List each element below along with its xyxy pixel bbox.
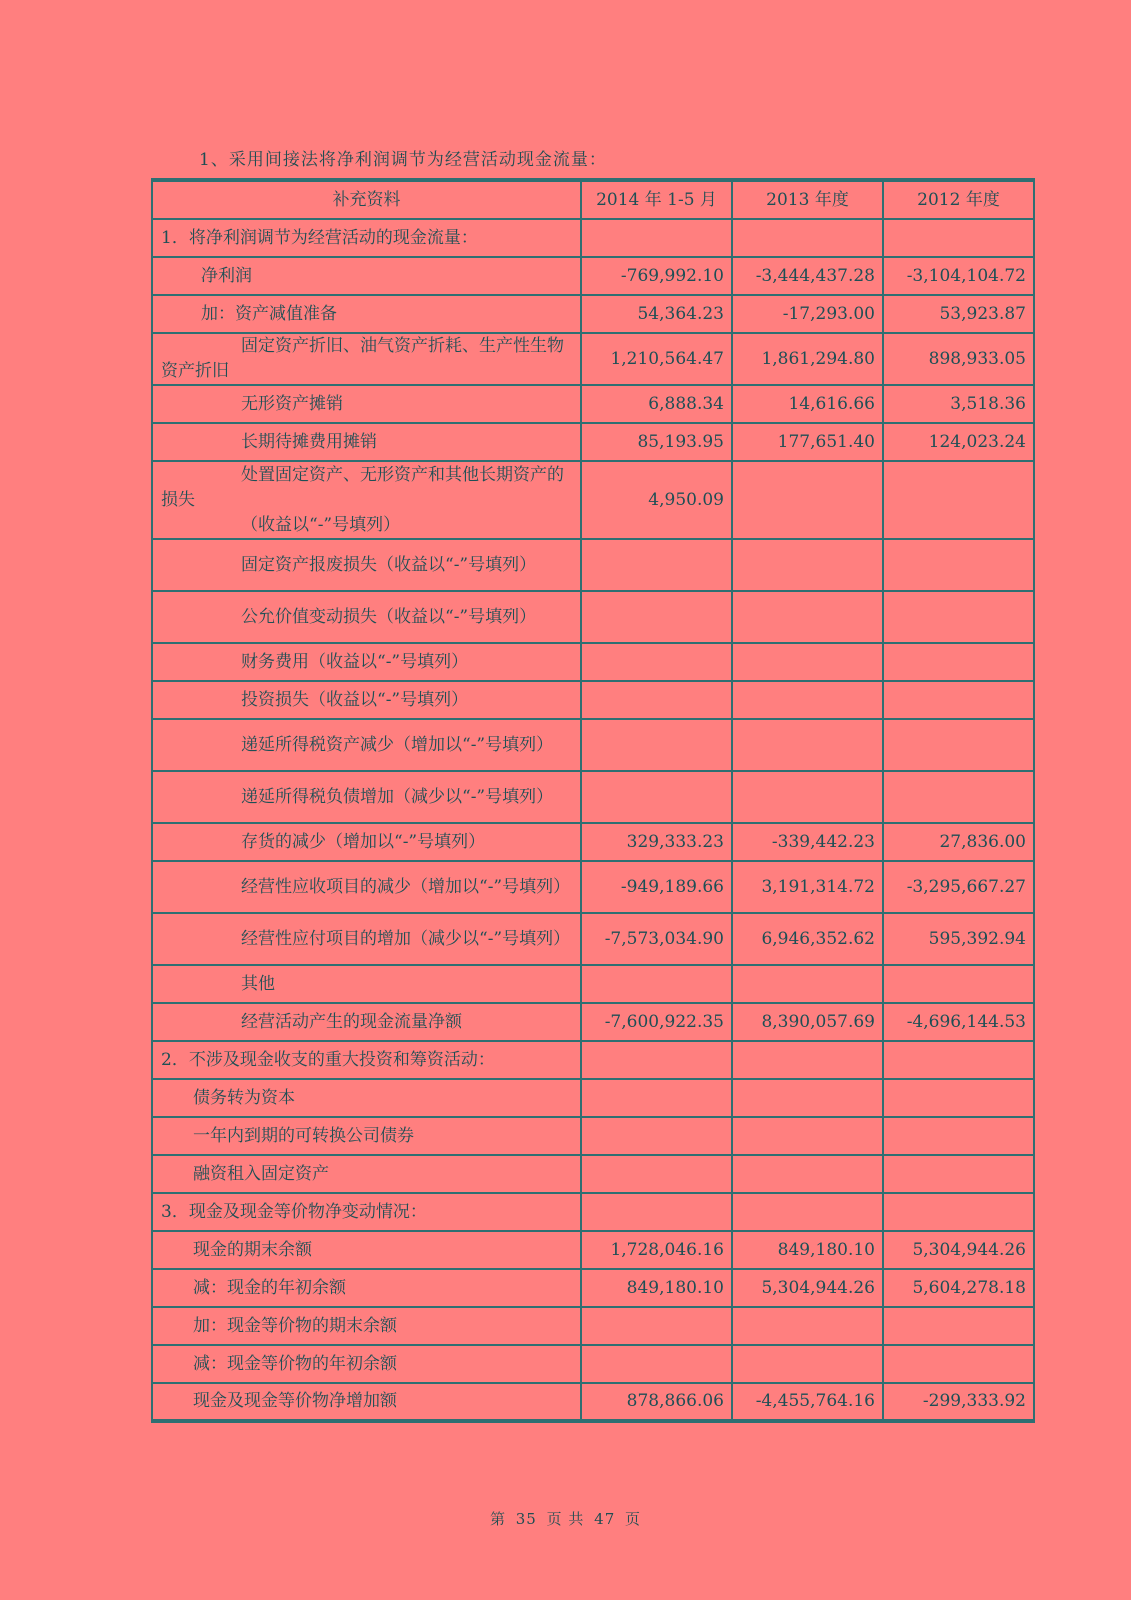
table-row: [152, 643, 1034, 681]
value-2012: [883, 1041, 1034, 1079]
value-2012: [883, 681, 1034, 719]
table-row: [152, 539, 1034, 591]
row-label: 加：资产减值准备: [152, 295, 581, 333]
value-2012: [883, 643, 1034, 681]
row-label: 加：现金等价物的期末余额: [152, 1307, 581, 1345]
row-label: 净利润: [152, 257, 581, 295]
value-2014: [581, 1193, 732, 1231]
row-label: 经营性应付项目的增加（减少以“-”号填列）: [152, 913, 581, 965]
row-label: 公允价值变动损失（收益以“-”号填列）: [152, 591, 581, 643]
table-row: [152, 1155, 1034, 1193]
value-2014: 85,193.95: [581, 423, 732, 461]
value-2014: [581, 681, 732, 719]
section-heading: 1、采用间接法将净利润调节为经营活动现金流量：: [199, 150, 607, 170]
row-label: 现金的期末余额: [152, 1231, 581, 1269]
value-2012: [883, 1155, 1034, 1193]
row-label: 固定资产报废损失（收益以“-”号填列）: [152, 539, 581, 591]
table-row: [152, 1003, 1034, 1041]
table-row: [152, 719, 1034, 771]
value-2014: 878,866.06: [581, 1383, 732, 1421]
table-row: [152, 1307, 1034, 1345]
row-label: 债务转为资本: [152, 1079, 581, 1117]
table-row: [152, 1117, 1034, 1155]
table-row: [152, 257, 1034, 295]
row-label-cell: [152, 461, 581, 539]
value-2012: [883, 965, 1034, 1003]
table-row: [152, 823, 1034, 861]
footer-mid: 页 共: [546, 1510, 585, 1528]
header-item: 补充资料: [152, 180, 581, 219]
value-2014: 4,950.09: [581, 461, 732, 539]
row-label: 3．现金及现金等价物净变动情况：: [152, 1193, 581, 1231]
row-label: 处置固定资产、无形资产和其他长期资产的损失: [161, 464, 564, 510]
value-2013: [732, 719, 883, 771]
value-2012: [883, 591, 1034, 643]
value-2014: 6,888.34: [581, 385, 732, 423]
value-2014: [581, 539, 732, 591]
value-2012: [883, 1345, 1034, 1383]
value-2012: [883, 1307, 1034, 1345]
value-2014: [581, 1345, 732, 1383]
page-number: 35: [515, 1510, 537, 1528]
value-2013: [732, 1041, 883, 1079]
table-row: [152, 591, 1034, 643]
value-2012: -3,295,667.27: [883, 861, 1034, 913]
footer-prefix: 第: [489, 1510, 506, 1528]
value-2014: 1,210,564.47: [581, 333, 732, 385]
value-2012: -3,104,104.72: [883, 257, 1034, 295]
value-2013: [732, 965, 883, 1003]
value-2014: [581, 965, 732, 1003]
row-label: 递延所得税资产减少（增加以“-”号填列）: [152, 719, 581, 771]
value-2013: 177,651.40: [732, 423, 883, 461]
value-2014: -949,189.66: [581, 861, 732, 913]
table-row: [152, 1383, 1034, 1421]
value-2012: 898,933.05: [883, 333, 1034, 385]
row-label-note: （收益以“-”号填列）: [241, 514, 401, 535]
table-row: [152, 461, 1034, 539]
row-label: 现金及现金等价物净增加额: [152, 1383, 581, 1421]
value-2013: [732, 219, 883, 257]
value-2012: [883, 461, 1034, 539]
row-label: 2．不涉及现金收支的重大投资和筹资活动：: [152, 1041, 581, 1079]
value-2012: [883, 771, 1034, 823]
row-label: 投资损失（收益以“-”号填列）: [152, 681, 581, 719]
footer-suffix: 页: [625, 1510, 642, 1528]
value-2012: [883, 1117, 1034, 1155]
table-row: [152, 1269, 1034, 1307]
header-period-2014: 2014 年 1-5 月: [581, 180, 732, 219]
value-2014: -769,992.10: [581, 257, 732, 295]
value-2013: 5,304,944.26: [732, 1269, 883, 1307]
value-2013: 6,946,352.62: [732, 913, 883, 965]
value-2013: [732, 461, 883, 539]
value-2013: [732, 1345, 883, 1383]
table-row: [152, 1041, 1034, 1079]
value-2012: 3,518.36: [883, 385, 1034, 423]
value-2014: [581, 1307, 732, 1345]
header-period-2013: 2013 年度: [732, 180, 883, 219]
value-2013: -3,444,437.28: [732, 257, 883, 295]
value-2014: 849,180.10: [581, 1269, 732, 1307]
value-2014: 54,364.23: [581, 295, 732, 333]
table-row: [152, 681, 1034, 719]
row-label: 减：现金的年初余额: [152, 1269, 581, 1307]
table-header-row: [152, 180, 1034, 219]
header-period-2012: 2012 年度: [883, 180, 1034, 219]
value-2013: [732, 643, 883, 681]
row-label: 1．将净利润调节为经营活动的现金流量：: [152, 219, 581, 257]
table-row: [152, 385, 1034, 423]
page-footer: [0, 1508, 1131, 1529]
row-label: 减：现金等价物的年初余额: [152, 1345, 581, 1383]
value-2013: [732, 1117, 883, 1155]
value-2014: 1,728,046.16: [581, 1231, 732, 1269]
value-2013: [732, 1079, 883, 1117]
value-2013: -17,293.00: [732, 295, 883, 333]
value-2013: -339,442.23: [732, 823, 883, 861]
table-row: [152, 219, 1034, 257]
value-2014: [581, 219, 732, 257]
value-2013: [732, 591, 883, 643]
row-label: 存货的减少（增加以“-”号填列）: [152, 823, 581, 861]
row-label: 经营活动产生的现金流量净额: [152, 1003, 581, 1041]
table-row: [152, 1345, 1034, 1383]
row-label: 长期待摊费用摊销: [152, 423, 581, 461]
value-2012: [883, 1193, 1034, 1231]
table-row: [152, 423, 1034, 461]
value-2014: [581, 1041, 732, 1079]
value-2012: -4,696,144.53: [883, 1003, 1034, 1041]
value-2013: 8,390,057.69: [732, 1003, 883, 1041]
value-2013: [732, 681, 883, 719]
value-2012: [883, 1079, 1034, 1117]
value-2013: 1,861,294.80: [732, 333, 883, 385]
value-2012: [883, 719, 1034, 771]
value-2013: [732, 539, 883, 591]
table-row: [152, 1231, 1034, 1269]
row-label: 一年内到期的可转换公司债券: [152, 1117, 581, 1155]
value-2013: 3,191,314.72: [732, 861, 883, 913]
row-label: 固定资产折旧、油气资产折耗、生产性生物资产折旧: [152, 333, 581, 385]
page-total: 47: [594, 1510, 616, 1528]
value-2013: [732, 1155, 883, 1193]
row-label: 递延所得税负债增加（减少以“-”号填列）: [152, 771, 581, 823]
table-row: [152, 295, 1034, 333]
table-row: [152, 913, 1034, 965]
row-label: 融资租入固定资产: [152, 1155, 581, 1193]
table-row: [152, 1193, 1034, 1231]
table-row: [152, 1079, 1034, 1117]
row-label: 无形资产摊销: [152, 385, 581, 423]
row-label: 财务费用（收益以“-”号填列）: [152, 643, 581, 681]
value-2012: 5,304,944.26: [883, 1231, 1034, 1269]
value-2012: [883, 539, 1034, 591]
value-2014: [581, 1155, 732, 1193]
value-2014: [581, 1079, 732, 1117]
value-2013: [732, 1193, 883, 1231]
table-row: [152, 333, 1034, 385]
value-2014: 329,333.23: [581, 823, 732, 861]
value-2014: -7,573,034.90: [581, 913, 732, 965]
value-2014: [581, 719, 732, 771]
value-2012: 595,392.94: [883, 913, 1034, 965]
row-label: 其他: [152, 965, 581, 1003]
value-2013: -4,455,764.16: [732, 1383, 883, 1421]
table-row: [152, 965, 1034, 1003]
value-2012: 5,604,278.18: [883, 1269, 1034, 1307]
value-2014: [581, 591, 732, 643]
cash-flow-supplement-table: [151, 178, 1035, 1423]
value-2014: [581, 1117, 732, 1155]
value-2013: 14,616.66: [732, 385, 883, 423]
row-label: 经营性应收项目的减少（增加以“-”号填列）: [152, 861, 581, 913]
value-2012: -299,333.92: [883, 1383, 1034, 1421]
value-2014: [581, 771, 732, 823]
value-2013: 849,180.10: [732, 1231, 883, 1269]
value-2012: 27,836.00: [883, 823, 1034, 861]
value-2014: [581, 643, 732, 681]
value-2013: [732, 771, 883, 823]
value-2012: 53,923.87: [883, 295, 1034, 333]
value-2012: [883, 219, 1034, 257]
value-2013: [732, 1307, 883, 1345]
table-row: [152, 861, 1034, 913]
value-2012: 124,023.24: [883, 423, 1034, 461]
table-row: [152, 771, 1034, 823]
value-2014: -7,600,922.35: [581, 1003, 732, 1041]
